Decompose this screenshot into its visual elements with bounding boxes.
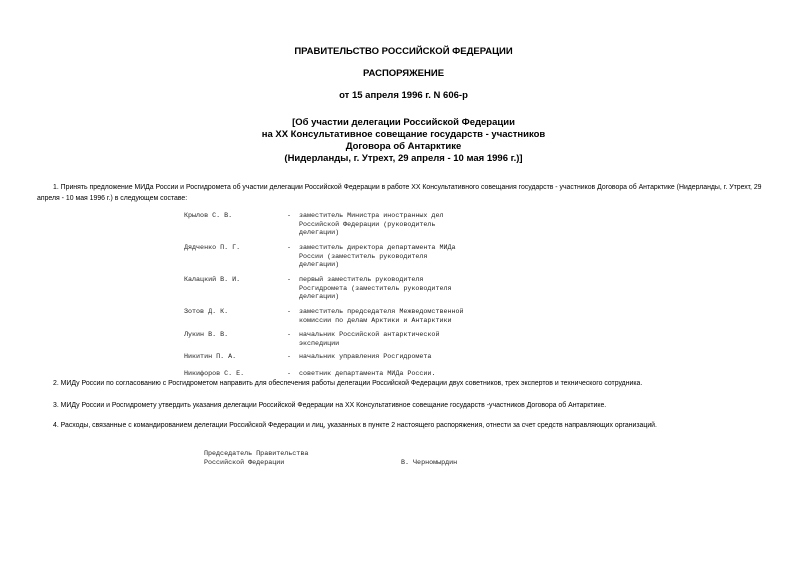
dash: -	[287, 308, 292, 316]
paragraph-2: 2. МИДу России по согласованию с Росгидрометом направить для обеспечения работы делегации Российской Федерации двух советников, трех экспертов и технического сотрудника.	[37, 378, 777, 389]
title-line: (Нидерланды, г. Утрехт, 29 апреля - 10 мая 1996 г.)]	[284, 153, 523, 164]
paragraph-4: 4. Расходы, связанные с командированием делегации Российской Федерации и лиц, указанных в пункте 2 настоящего распоряжения, отнести за счет средств направляющих организаций.	[53, 422, 657, 429]
member-position: первый заместитель руководителя Росгидромета (заместитель руководителя делегации)	[299, 276, 452, 302]
signature-title-line2: Российской Федерации	[204, 459, 285, 467]
member-name: Никитин П. А.	[184, 353, 237, 361]
signature-title-line1: Председатель Правительства	[204, 450, 309, 458]
member-position: заместитель директора департамента МИДа России (заместитель руководителя делегации)	[299, 244, 456, 270]
dash: -	[287, 276, 292, 284]
dash: -	[287, 353, 292, 361]
document-title	[0, 117, 807, 165]
title-line: [Об участии делегации Российской Федерации	[292, 117, 515, 128]
title-line: на XX Консультативное совещание государств - участников	[261, 129, 546, 140]
member-name: Крылов С. В.	[184, 212, 233, 220]
dash: -	[287, 244, 292, 252]
member-name: Лукин В. В.	[184, 331, 229, 339]
dash: -	[287, 370, 292, 378]
member-name: Никифоров С. Е.	[184, 370, 245, 378]
member-position: начальник Российской антарктической экспедиции	[299, 331, 440, 348]
signatory-name: В. Черномырдин	[401, 459, 458, 467]
member-position: советник департамента МИДа России.	[299, 370, 436, 378]
member-name: Калацкий В. И.	[184, 276, 241, 284]
title-line: Договора об Антарктике	[345, 141, 462, 152]
member-position: заместитель Министра иностранных дел Российской Федерации (руководитель делегации)	[299, 212, 444, 238]
member-name: Зотов Д. К.	[184, 308, 229, 316]
member-position: заместитель председателя Межведомственной комиссии по делам Арктики и Антарктики	[299, 308, 464, 325]
paragraph-1: 1. Принять предложение МИДа России и Росгидромета об участии делегации Российской Федерации в работе XX Консультативного совещания государств - участников Договора об Антарктике (Нидерланды, г. Утрехт, 29 апреля - 10 мая 1996 г.) в следующем составе:	[37, 184, 762, 202]
member-position: начальник управления Росгидромета	[299, 353, 432, 361]
dash: -	[287, 212, 292, 220]
member-name: Дядченко П. Г.	[184, 244, 241, 252]
paragraph-3: 3. МИДу России и Росгидромету утвердить указания делегации Российской Федерации на XX Консультативное совещание государств -участников Договора об Антарктике.	[53, 402, 607, 409]
government-heading: ПРАВИТЕЛЬСТВО РОССИЙСКОЙ ФЕДЕРАЦИИ	[294, 46, 513, 57]
dash: -	[287, 331, 292, 339]
document-type: РАСПОРЯЖЕНИЕ	[362, 68, 445, 79]
document-date-number: от 15 апреля 1996 г. N 606-р	[339, 90, 468, 101]
